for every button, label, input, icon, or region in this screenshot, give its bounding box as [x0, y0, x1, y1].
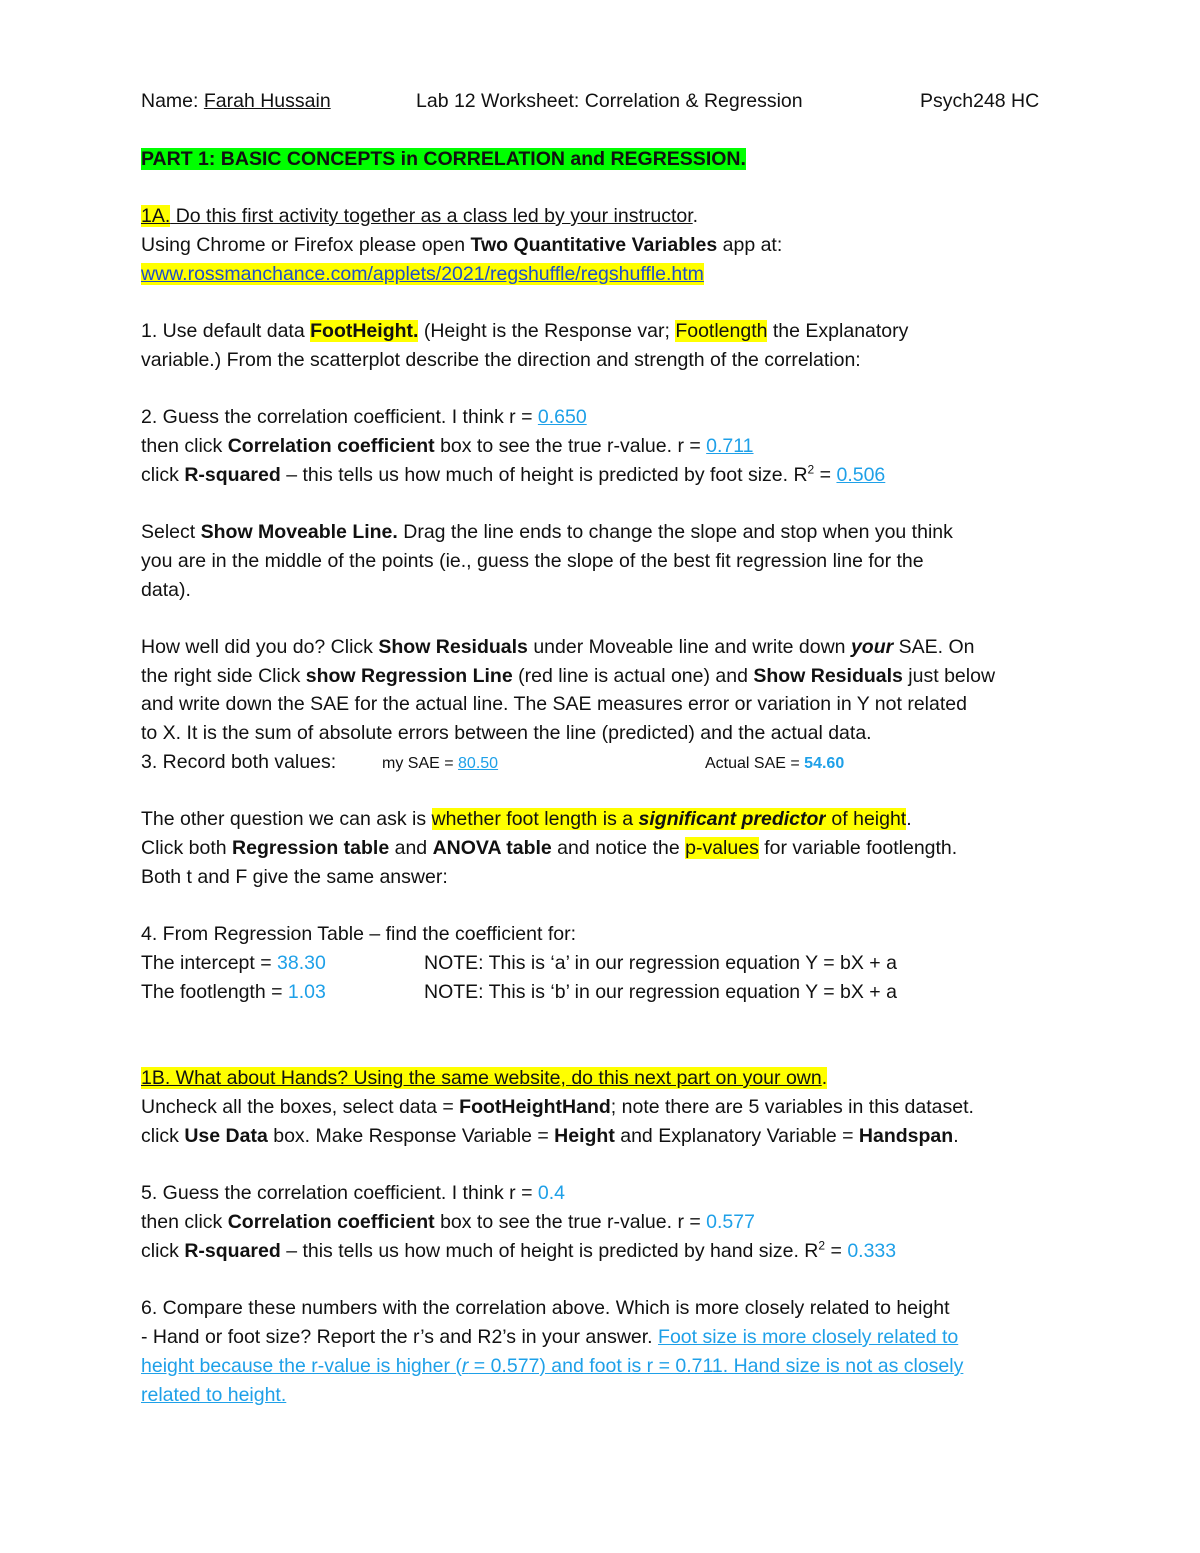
q5-equals: = [825, 1240, 848, 1262]
open-app-pre: Using Chrome or Firefox please open [141, 234, 471, 256]
s1b-use-data: Use Data [184, 1125, 268, 1147]
q1-mid: (Height is the Response var; [418, 320, 676, 342]
signif-line-3: Both t and F give the same answer: [141, 866, 448, 888]
q1-post: the Explanatory [767, 320, 909, 342]
question-6-line2 [141, 1324, 958, 1350]
footlength-note: NOTE: This is ‘b’ in our regression equation Y = bX + a [424, 981, 897, 1003]
header-row [141, 88, 331, 114]
s1b-l3-pre: click [141, 1125, 185, 1147]
signif-p-values: p-values [685, 837, 759, 859]
moveable-bold: Show Moveable Line. [200, 521, 398, 543]
q2-r-value-answer: 0.711 [706, 435, 754, 457]
moveable-line-1 [141, 519, 953, 545]
sae-l1-pre: How well did you do? Click [141, 636, 379, 658]
part1-heading [141, 146, 746, 172]
q2-r2-answer: 0.506 [836, 464, 886, 486]
actual-sae-answer: 54.60 [804, 755, 845, 772]
signif-significant-predictor: significant predictor [638, 808, 826, 830]
question-2-line3 [141, 462, 885, 488]
q6-l2-pre: - Hand or foot size? Report the r’s and R2’s in your answer. [141, 1326, 659, 1348]
q5-guess-answer: 0.4 [537, 1182, 565, 1204]
signif-l2-pre: Click both [141, 837, 233, 859]
question-5 [141, 1180, 565, 1206]
sae-l2-mid: (red line is actual one) and [512, 665, 754, 687]
signif-line-1 [141, 806, 912, 832]
q5-l2-pre: then click [141, 1211, 228, 1233]
my-sae-answer: 80.50 [458, 755, 499, 772]
q6-answer-part4: related to height. [141, 1384, 287, 1406]
q3-label: 3. Record both values: [141, 751, 337, 773]
signif-l2-mid: and [389, 837, 433, 859]
q1-pre: 1. Use default data [141, 320, 311, 342]
q5-l2-post: box to see the true r-value. r = [434, 1211, 707, 1233]
q1-footlength: Footlength [675, 320, 768, 342]
question-3 [141, 749, 336, 775]
actual-sae-row [705, 751, 844, 777]
section-1a-text: Do this first activity together as a class led by your instructor [170, 205, 693, 227]
q5-r-squared: R-squared [184, 1240, 281, 1262]
footlength-answer: 1.03 [287, 981, 326, 1003]
sae-line-2 [141, 663, 995, 689]
question-5-line3 [141, 1238, 896, 1264]
question-4: 4. From Regression Table – find the coefficient for: [141, 923, 577, 945]
question-6: 6. Compare these numbers with the correlation above. Which is more closely related to height [141, 1297, 950, 1319]
signif-regression-table: Regression table [232, 837, 390, 859]
signif-l1-pre: The other question we can ask is [141, 808, 432, 830]
moveable-line-3: data). [141, 579, 191, 601]
q2-pre: 2. Guess the correlation coefficient. I think r = [141, 406, 538, 428]
q5-correlation-coefficient: Correlation coefficient [227, 1211, 435, 1233]
s1b-dataset: FootHeightHand [459, 1096, 611, 1118]
section-1a-intro [141, 203, 698, 229]
q2-l2-post: box to see the true r-value. r = [434, 435, 707, 457]
question-1 [141, 318, 908, 344]
section-1b-line2 [141, 1094, 974, 1120]
q5-pre: 5. Guess the correlation coefficient. I think r = [141, 1182, 538, 1204]
intercept-row [141, 950, 326, 976]
q6-answer-part1: Foot size is more closely related to [658, 1326, 959, 1348]
s1b-l2-post: ; note there are 5 variables in this dataset. [610, 1096, 974, 1118]
q6-answer-part3: = 0.577) and foot is r = 0.711. Hand size is not as closely [468, 1355, 964, 1377]
sae-line-4: to X. It is the sum of absolute errors between the line (predicted) and the actual data. [141, 722, 872, 744]
footlength-row [141, 979, 326, 1005]
lab-title: Lab 12 Worksheet: Correlation & Regression [416, 90, 803, 112]
url-line [141, 261, 704, 287]
q2-l3-pre: click [141, 464, 185, 486]
sae-line-1 [141, 634, 975, 660]
section-1b-title [141, 1065, 827, 1091]
signif-line-2 [141, 835, 957, 861]
applet-url-link[interactable]: www.rossmanchance.com/applets/2021/regshuffle/regshuffle.htm [141, 263, 704, 285]
my-sae-row [382, 751, 498, 777]
q1-dataset: FootHeight. [310, 320, 419, 342]
intercept-note: NOTE: This is ‘a’ in our regression equation Y = bX + a [424, 952, 897, 974]
signif-hl2: of height [826, 808, 907, 830]
question-5-line2 [141, 1209, 755, 1235]
app-name: Two Quantitative Variables [470, 234, 718, 256]
signif-l2-mid2: and notice the [551, 837, 686, 859]
sae-line-3: and write down the SAE for the actual line. The SAE measures error or variation in Y not related [141, 693, 967, 715]
footlength-label: The footlength = [141, 981, 288, 1003]
question-2-line2 [141, 433, 754, 459]
question-6-line3 [141, 1353, 963, 1379]
sae-l1-post: SAE. On [893, 636, 975, 658]
q6-answer-r: r [461, 1355, 469, 1377]
q5-superscript: 2 [818, 1238, 826, 1253]
intercept-answer: 38.30 [277, 952, 326, 974]
signif-l1-post: . [906, 808, 912, 830]
q5-l3-pre: click [141, 1240, 185, 1262]
open-app-post: app at: [717, 234, 783, 256]
s1b-l3-mid2: and Explanatory Variable = [614, 1125, 859, 1147]
s1b-handspan: Handspan [858, 1125, 954, 1147]
q6-answer-part2: height because the r-value is higher ( [141, 1355, 462, 1377]
q5-r2-answer: 0.333 [847, 1240, 897, 1262]
s1b-height: Height [554, 1125, 615, 1147]
q2-l3-post: – this tells us how much of height is predicted by foot size. R [280, 464, 808, 486]
sae-show-regression-line: show Regression Line [305, 665, 513, 687]
question-6-line4 [141, 1382, 286, 1408]
question-1-line2: variable.) From the scatterplot describe the direction and strength of the correlation: [141, 349, 861, 371]
moveable-pre: Select [141, 521, 201, 543]
section-1a-label: 1A. [141, 205, 171, 227]
student-name: Farah Hussain [203, 90, 331, 112]
sae-l1-mid: under Moveable line and write down [527, 636, 851, 658]
name-label: Name: [141, 90, 204, 112]
q2-l2-pre: then click [141, 435, 228, 457]
part1-title: PART 1: BASIC CONCEPTS in CORRELATION and REGRESSION. [141, 148, 746, 170]
q2-r-squared: R-squared [184, 464, 281, 486]
section-1a-end: . [692, 205, 699, 227]
actual-sae-label: Actual SAE = [705, 755, 805, 772]
intercept-label: The intercept = [141, 952, 278, 974]
q5-r-value-answer: 0.577 [706, 1211, 755, 1233]
signif-hl1: whether foot length is a [431, 808, 639, 830]
s1b-l3-post: . [953, 1125, 959, 1147]
section-1b-line3 [141, 1123, 959, 1149]
sae-show-residuals: Show Residuals [378, 636, 528, 658]
moveable-post: Drag the line ends to change the slope and stop when you think [397, 521, 953, 543]
q2-guess-answer: 0.650 [537, 406, 587, 428]
s1b-l2-pre: Uncheck all the boxes, select data = [141, 1096, 460, 1118]
moveable-line-2: you are in the middle of the points (ie., guess the slope of the best fit regression line for the [141, 550, 924, 572]
q2-superscript: 2 [807, 462, 815, 477]
course-code: Psych248 HC [920, 90, 1040, 112]
sae-show-residuals-2: Show Residuals [753, 665, 903, 687]
open-app-line [141, 232, 782, 258]
sae-l2-post: just below [902, 665, 996, 687]
signif-anova-table: ANOVA table [432, 837, 552, 859]
sae-your: your [850, 636, 894, 658]
q2-equals: = [814, 464, 837, 486]
sae-l2-pre: the right side Click [141, 665, 306, 687]
section-1b-end: . [821, 1067, 828, 1089]
question-2 [141, 404, 587, 430]
s1b-l3-mid: box. Make Response Variable = [267, 1125, 555, 1147]
q5-l3-post: – this tells us how much of height is predicted by hand size. R [280, 1240, 819, 1262]
q2-correlation-coefficient: Correlation coefficient [227, 435, 435, 457]
signif-l2-post: for variable footlength. [758, 837, 958, 859]
my-sae-label: my SAE = [382, 755, 459, 772]
section-1b-heading: 1B. What about Hands? Using the same website, do this next part on your own [141, 1067, 822, 1089]
